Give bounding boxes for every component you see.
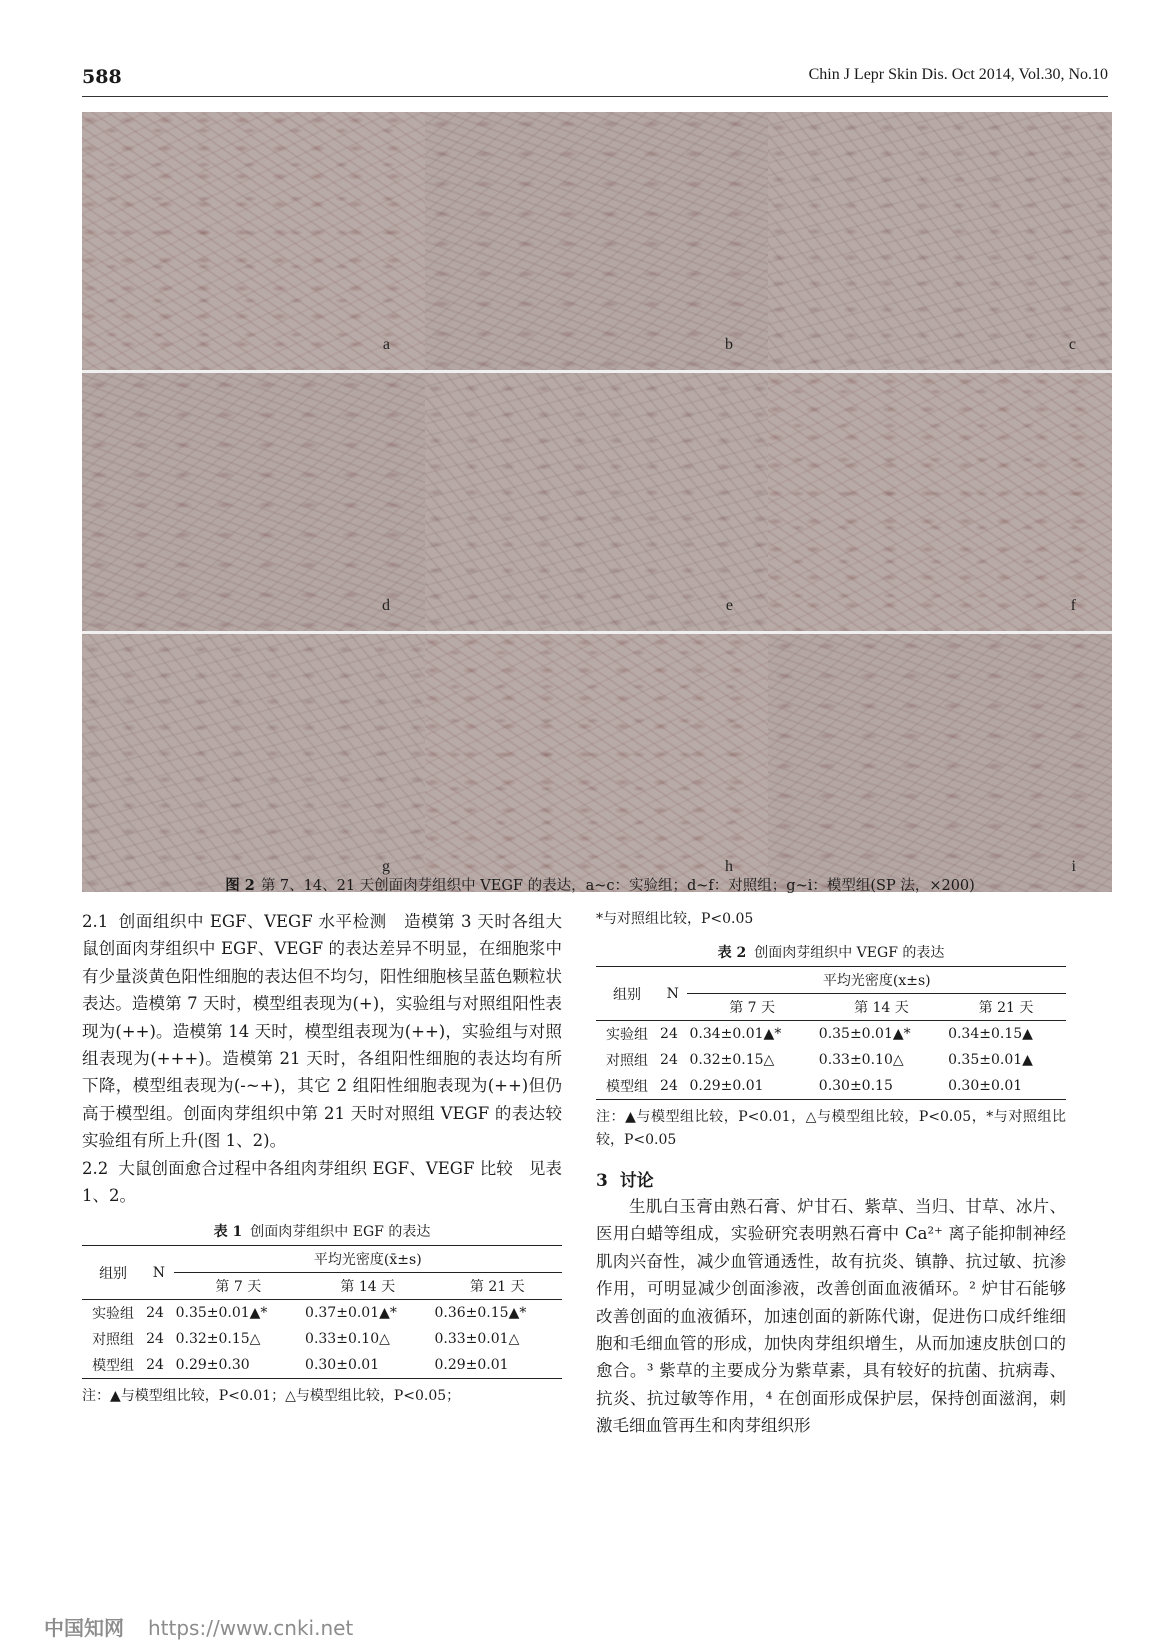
table-2-title — [596, 942, 1066, 962]
watermark-cn: 中国知网 — [44, 1616, 124, 1640]
table-title-text: 创面肉芽组织中 EGF 的表达 — [250, 1224, 431, 1241]
panel-label: i — [1071, 858, 1076, 875]
cell-value: 0.33±0.10△ — [305, 1331, 390, 1348]
table-1-note-continued: *与对照组比较，P<0.05 — [596, 911, 754, 927]
section-3-body: 生肌白玉膏由熟石膏、炉甘石、紫草、当归、甘草、冰片、医用白蜡等组成，实验研究表明熟石膏中 Ca²⁺ 离子能抑制神经肌肉兴奋性，减少血管通透性，故有抗炎、镇静、抗过敏、抗渗作用，可明显减少创面渗液，改善创面血液循环。² 炉甘石能够改善创面的血液循环，加速创面的新陈代谢，促进伤口成纤维细胞和毛细血管的形成，加快肉芽组织增生，从而加速皮肤创口的愈合。³ 紫草的主要成分为紫草素，具有较好的抗菌、抗病毒、抗炎、抗过敏等作用，⁴ 在创面形成保护层，保持创面滋润，刺激毛细血管再生和肉芽组织形 — [596, 1197, 1066, 1436]
col-header-group: 组别 — [99, 1265, 128, 1282]
table-2-note: 注：▲与模型组比较，P<0.01，△与模型组比较，P<0.05，*与对照组比较，P<0.05 — [596, 1109, 1066, 1148]
figure-2-image-grid — [82, 112, 1112, 892]
cell-value: 0.35±0.01▲* — [175, 1305, 268, 1322]
table-row — [82, 1352, 562, 1379]
col-header-day: 第 14 天 — [303, 1273, 432, 1300]
cell-value: 0.37±0.01▲* — [305, 1305, 397, 1322]
cell-n: 24 — [660, 1052, 678, 1068]
cell-group: 对照组 — [92, 1332, 135, 1349]
header-rule — [82, 96, 1108, 97]
figure-panel-d — [82, 373, 426, 631]
cell-value: 0.33±0.01△ — [434, 1331, 520, 1348]
cell-value: 0.34±0.15▲ — [948, 1026, 1033, 1042]
cell-value: 0.30±0.01 — [948, 1078, 1023, 1094]
section-3-heading — [596, 1166, 1066, 1191]
col-header-n: N — [666, 985, 679, 1002]
figure-panel-c — [768, 112, 1112, 370]
cell-value: 0.32±0.15△ — [175, 1331, 261, 1348]
cell-value: 0.29±0.30 — [175, 1357, 250, 1374]
figure-panel-a — [82, 112, 426, 370]
cell-value: 0.29±0.01 — [689, 1078, 764, 1094]
figure-caption-label: 图 2 — [225, 877, 255, 894]
section-number: 2.1 — [82, 912, 109, 931]
journal-citation: Chin J Lepr Skin Dis. Oct 2014, Vol.30, No.10 — [808, 66, 1108, 83]
col-header-day: 第 21 天 — [433, 1273, 563, 1300]
figure-panel-e — [425, 373, 769, 631]
cell-value: 0.30±0.15 — [818, 1078, 893, 1094]
table-label: 表 1 — [213, 1224, 243, 1241]
section-number: 2.2 — [82, 1158, 109, 1178]
col-header-group: 组别 — [613, 986, 642, 1003]
cell-value: 0.35±0.01▲ — [948, 1052, 1033, 1068]
table-label: 表 2 — [717, 945, 747, 961]
table-row — [82, 1300, 562, 1327]
cell-value: 0.29±0.01 — [434, 1357, 509, 1374]
section-body: 见表 1、2。 — [82, 1158, 562, 1206]
section-title: 讨论 — [619, 1171, 654, 1191]
table-row — [596, 1073, 1066, 1100]
cell-value: 0.36±0.15▲* — [434, 1305, 527, 1322]
cell-group: 对照组 — [606, 1053, 649, 1069]
col-header-span: 平均光密度(x̄±s) — [313, 1252, 422, 1269]
panel-label: c — [1068, 336, 1076, 353]
table-1-title — [82, 1221, 562, 1241]
cell-n: 24 — [146, 1305, 164, 1322]
table-row — [596, 1047, 1066, 1073]
figure-panel-g — [82, 634, 426, 892]
panel-label: a — [382, 336, 390, 353]
figure-panel-b — [425, 112, 769, 370]
section-title: 大鼠创面愈合过程中各组肉芽组织 EGF、VEGF 比较 — [118, 1158, 513, 1178]
panel-label: h — [725, 858, 733, 875]
section-title: 创面组织中 EGF、VEGF 水平检测 — [118, 912, 387, 931]
table-title-text: 创面肉芽组织中 VEGF 的表达 — [754, 945, 945, 961]
section-2-2 — [82, 1155, 562, 1210]
col-header-span: 平均光密度(x±s) — [822, 973, 931, 989]
figure-caption-text: 第 7、14、21 天创面肉芽组织中 VEGF 的表达，a~c：实验组；d~f：对照组；g~i：模型组(SP 法，×200) — [260, 878, 975, 894]
cell-value: 0.35±0.01▲* — [818, 1026, 911, 1042]
table-2 — [596, 966, 1066, 1100]
table-1 — [82, 1245, 562, 1379]
right-column — [596, 908, 1066, 1440]
table-row — [596, 1021, 1066, 1048]
section-number: 3 — [596, 1171, 608, 1191]
col-header-day: 第 7 天 — [174, 1273, 303, 1300]
cell-group: 模型组 — [606, 1079, 649, 1095]
figure-panel-f — [768, 373, 1112, 631]
panel-label: f — [1070, 597, 1076, 614]
cell-value: 0.33±0.10△ — [818, 1052, 904, 1068]
cell-n: 24 — [660, 1026, 678, 1042]
figure-panel-h — [425, 634, 769, 892]
page-number: 588 — [82, 66, 122, 88]
table-row — [82, 1326, 562, 1352]
panel-label: d — [382, 597, 390, 614]
cell-n: 24 — [146, 1331, 164, 1348]
panel-label: g — [382, 858, 390, 875]
cell-n: 24 — [660, 1078, 678, 1094]
watermark-url: https://www.cnki.net — [148, 1616, 354, 1640]
cnki-watermark — [44, 1612, 353, 1641]
section-2-1 — [82, 908, 562, 1155]
panel-label: e — [725, 597, 733, 614]
col-header-day: 第 14 天 — [817, 994, 946, 1021]
cell-group: 模型组 — [92, 1358, 135, 1375]
cell-group: 实验组 — [606, 1027, 649, 1043]
cell-value: 0.34±0.01▲* — [689, 1026, 782, 1042]
page-header — [82, 66, 1108, 92]
cell-n: 24 — [146, 1357, 164, 1374]
cell-value: 0.32±0.15△ — [689, 1052, 775, 1068]
table-1-note: 注：▲与模型组比较，P<0.01；△与模型组比较，P<0.05； — [82, 1388, 461, 1405]
col-header-day: 第 7 天 — [687, 994, 816, 1021]
cell-value: 0.30±0.01 — [305, 1357, 380, 1374]
section-body: 造模第 3 天时各组大鼠创面肉芽组织中 EGF、VEGF 的表达差异不明显，在细胞浆中有少量淡黄色阳性细胞的表达但不均匀，阳性细胞核呈蓝色颗粒状表达。造模第 7 天时，模型组表现为(+)，实验组与对照组阳性表现为(++)。造模第 14 天时，模型组表现为(++)，实验组与对照组表现为(+++)。造模第 21 天时，各组阳性细胞的表达均有所下降，模型组表现为(-~+)，其它 2 组阳性细胞表现为(++)但仍高于模型组。创面肉芽组织中第 21 天时对照组 VEGF 的表达较实验组有所上升(图 1、2)。 — [82, 912, 562, 1151]
figure-caption — [100, 874, 1100, 895]
panel-label: b — [725, 336, 733, 353]
left-column — [82, 908, 562, 1408]
cell-group: 实验组 — [92, 1306, 135, 1323]
figure-panel-i — [768, 634, 1112, 892]
col-header-n: N — [152, 1264, 165, 1281]
col-header-day: 第 21 天 — [946, 994, 1066, 1021]
